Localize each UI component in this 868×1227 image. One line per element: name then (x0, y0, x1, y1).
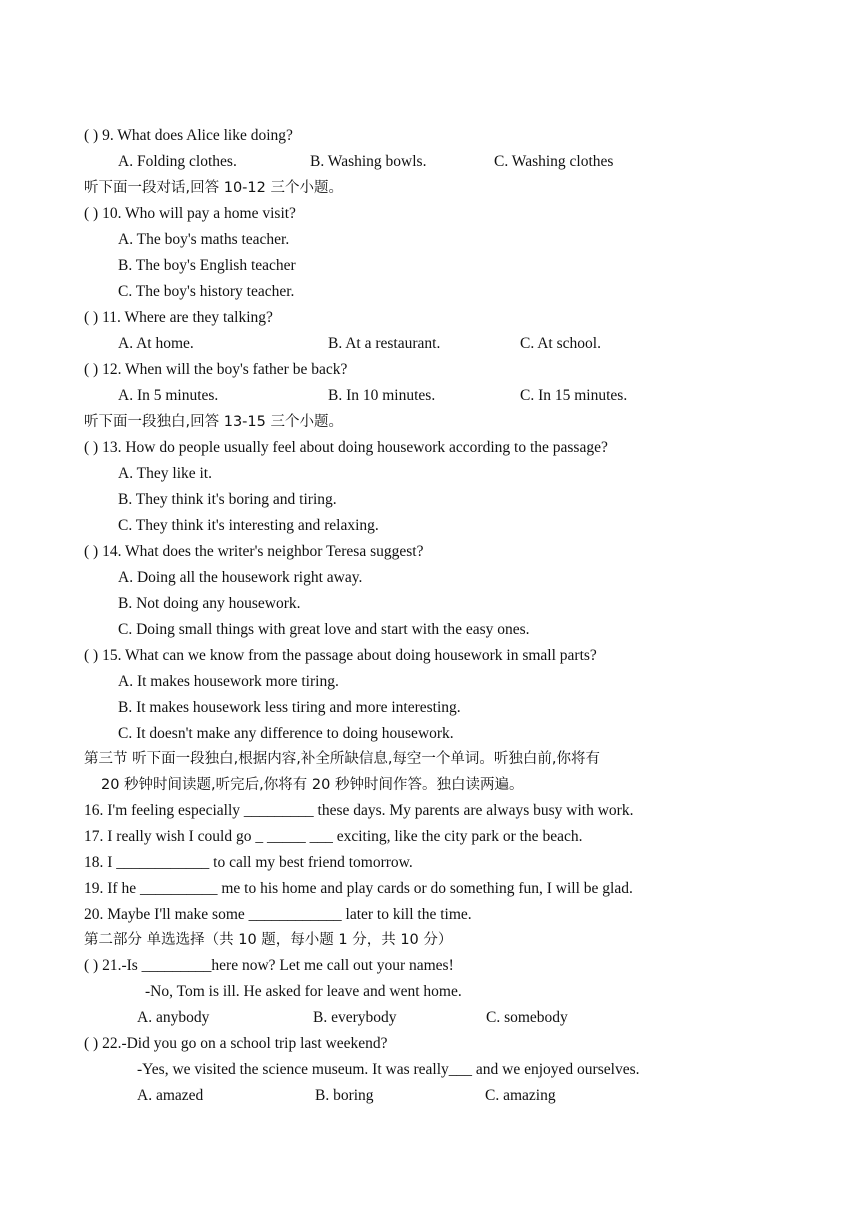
section-heading-13-15: 听下面一段独白,回答 13-15 三个小题。 (84, 414, 343, 430)
question-11-option-a: A. At home. (118, 335, 194, 352)
fill-question-17: 17. I really wish I could go _ _____ ___ exciting, like the city park or the beach. (84, 828, 583, 845)
question-13-option-a: A. They like it. (118, 465, 212, 482)
question-22-option-b: B. boring (315, 1087, 374, 1104)
question-11-option-b: B. At a restaurant. (328, 335, 441, 352)
question-22-option-a: A. amazed (137, 1087, 204, 1104)
fill-question-18: 18. I ____________ to call my best friend tomorrow. (84, 854, 413, 871)
question-11-option-c: C. At school. (520, 335, 601, 352)
question-14-option-a: A. Doing all the housework right away. (118, 569, 363, 586)
question-12-option-a: A. In 5 minutes. (118, 387, 219, 404)
question-9-stem: ( ) 9. What does Alice like doing? (84, 127, 293, 144)
question-12-option-b: B. In 10 minutes. (328, 387, 436, 404)
question-22-option-c: C. amazing (485, 1087, 556, 1104)
question-15-option-c: C. It doesn't make any difference to doing housework. (118, 725, 454, 742)
question-12-option-c: C. In 15 minutes. (520, 387, 628, 404)
fill-question-16: 16. I'm feeling especially _________ these days. My parents are always busy with work. (84, 802, 634, 819)
question-11-stem: ( ) 11. Where are they talking? (84, 309, 273, 326)
question-10-option-c: C. The boy's history teacher. (118, 283, 295, 300)
question-14-stem: ( ) 14. What does the writer's neighbor Teresa suggest? (84, 543, 424, 560)
question-13-option-b: B. They think it's boring and tiring. (118, 491, 337, 508)
part-2-heading: 第二部分 单选选择（共 10 题，每小题 1 分，共 10 分） (84, 932, 453, 948)
question-21-option-b: B. everybody (313, 1009, 397, 1026)
question-15-option-a: A. It makes housework more tiring. (118, 673, 339, 690)
question-9-option-a: A. Folding clothes. (118, 153, 237, 170)
question-22-reply: -Yes, we visited the science museum. It was really___ and we enjoyed ourselves. (137, 1061, 640, 1078)
fill-question-20: 20. Maybe I'll make some ____________ later to kill the time. (84, 906, 472, 923)
question-15-option-b: B. It makes housework less tiring and more interesting. (118, 699, 461, 716)
question-21-stem: ( ) 21.-Is _________here now? Let me call out your names! (84, 957, 454, 974)
question-21-reply: -No, Tom is ill. He asked for leave and went home. (145, 983, 462, 1000)
question-10-stem: ( ) 10. Who will pay a home visit? (84, 205, 296, 222)
question-15-stem: ( ) 15. What can we know from the passage about doing housework in small parts? (84, 647, 597, 664)
question-13-option-c: C. They think it's interesting and relaxing. (118, 517, 379, 534)
question-12-stem: ( ) 12. When will the boy's father be back? (84, 361, 348, 378)
fill-question-19: 19. If he __________ me to his home and play cards or do something fun, I will be glad. (84, 880, 633, 897)
question-13-stem: ( ) 13. How do people usually feel about doing housework according to the passage? (84, 439, 608, 456)
question-21-option-a: A. anybody (137, 1009, 210, 1026)
question-21-option-c: C. somebody (486, 1009, 568, 1026)
question-14-option-b: B. Not doing any housework. (118, 595, 301, 612)
section-3-instructions-line-1: 第三节 听下面一段独白,根据内容,补全所缺信息,每空一个单词。听独白前,你将有 (84, 751, 601, 767)
question-9-option-c: C. Washing clothes (494, 153, 614, 170)
question-10-option-b: B. The boy's English teacher (118, 257, 296, 274)
question-22-stem: ( ) 22.-Did you go on a school trip last weekend? (84, 1035, 388, 1052)
section-3-instructions-line-2: 20 秒钟时间读题,听完后,你将有 20 秒钟时间作答。独白读两遍。 (101, 777, 524, 793)
question-10-option-a: A. The boy's maths teacher. (118, 231, 290, 248)
question-9-option-b: B. Washing bowls. (310, 153, 427, 170)
section-heading-10-12: 听下面一段对话,回答 10-12 三个小题。 (84, 180, 343, 196)
question-14-option-c: C. Doing small things with great love and start with the easy ones. (118, 621, 530, 638)
